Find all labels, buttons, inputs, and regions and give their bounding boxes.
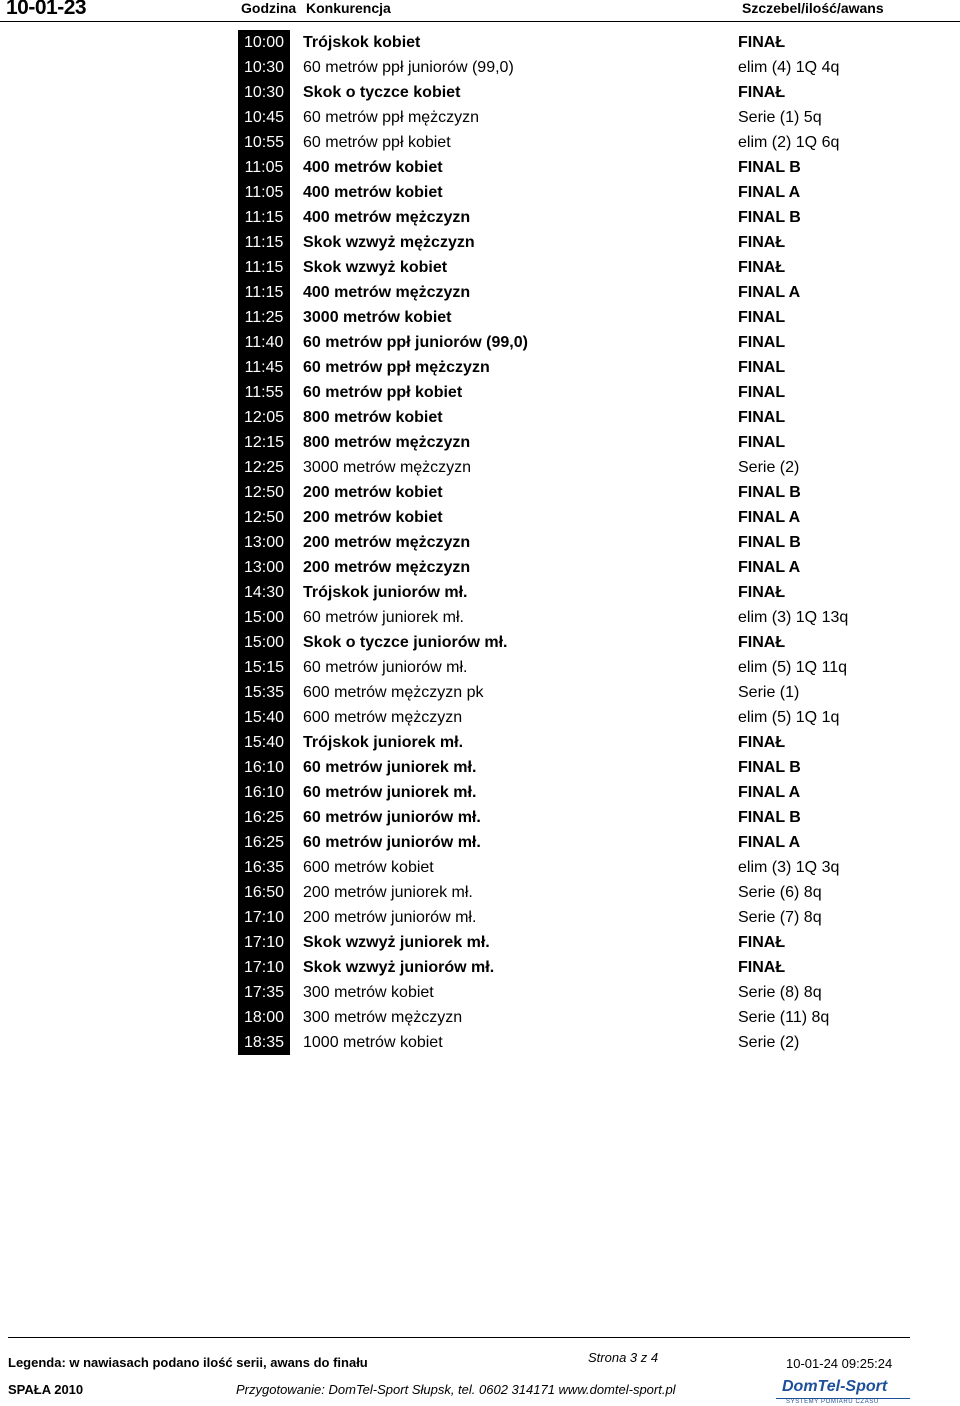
row-stage: FINAL [738,384,786,401]
row-event: 3000 metrów kobiet [303,309,452,326]
row-time: 15:15 [238,655,290,680]
domtel-sport-logo [776,1378,910,1406]
row-stage: FINAL A [738,284,801,301]
schedule-row [0,530,960,555]
row-time: 14:30 [238,580,290,605]
schedule-row [0,1030,960,1055]
row-time: 17:10 [238,930,290,955]
column-header-time: Godzina [241,0,297,16]
logo-tagline: SYSTEMY POMIARU CZASU [786,1399,879,1405]
row-event: 60 metrów ppł mężczyzn [303,109,480,126]
schedule-row [0,630,960,655]
row-event: 60 metrów juniorów mł. [303,659,468,676]
row-stage: FINAL A [738,784,801,801]
row-time: 12:25 [238,455,290,480]
row-stage: FINAL B [738,159,801,176]
row-time: 10:30 [238,80,290,105]
row-event: Trójskok juniorek mł. [303,734,464,751]
row-time: 15:40 [238,705,290,730]
schedule-row [0,55,960,80]
row-time: 10:00 [238,30,290,55]
schedule-row [0,555,960,580]
row-stage: FINAL B [738,534,801,551]
row-event: Skok wzwyż juniorów mł. [303,959,495,976]
row-event: 300 metrów mężczyzn [303,1009,463,1026]
row-time: 13:00 [238,530,290,555]
row-event: 60 metrów ppł kobiet [303,384,463,401]
column-header-stage: Szczebel/ilość/awans [742,0,884,16]
schedule-row [0,580,960,605]
row-time: 11:55 [238,380,290,405]
row-time: 11:05 [238,155,290,180]
row-stage: FINAL A [738,559,801,576]
row-stage: FINAL [738,434,786,451]
row-stage: elim (3) 1Q 3q [738,859,840,876]
schedule-row [0,355,960,380]
row-time: 11:15 [238,205,290,230]
row-time: 16:35 [238,855,290,880]
row-event: 300 metrów kobiet [303,984,434,1001]
row-stage: Serie (2) [738,1034,800,1051]
row-event: 60 metrów juniorek mł. [303,759,477,776]
row-stage: FINAL [738,409,786,426]
row-stage: FINAL [738,309,786,326]
row-stage: Serie (11) 8q [738,1009,830,1026]
row-time: 15:35 [238,680,290,705]
schedule-row [0,330,960,355]
row-stage: FINAL A [738,834,801,851]
schedule-row [0,205,960,230]
row-time: 17:10 [238,905,290,930]
schedule-row [0,605,960,630]
row-event: 400 metrów mężczyzn [303,209,471,226]
schedule-row [0,430,960,455]
row-event: 60 metrów juniorów mł. [303,809,481,826]
row-time: 13:00 [238,555,290,580]
row-time: 11:15 [238,255,290,280]
row-event: 60 metrów juniorek mł. [303,784,477,801]
row-time: 16:25 [238,805,290,830]
row-event: 600 metrów mężczyzn pk [303,684,484,701]
row-stage: FINAŁ [738,234,786,251]
row-stage: FINAL [738,359,786,376]
schedule-row [0,955,960,980]
row-time: 10:55 [238,130,290,155]
row-time: 16:50 [238,880,290,905]
schedule-row [0,105,960,130]
row-stage: FINAŁ [738,584,786,601]
header-date: 10-01-23 [6,0,87,19]
schedule-row [0,655,960,680]
row-time: 15:40 [238,730,290,755]
schedule-row [0,280,960,305]
row-time: 10:30 [238,55,290,80]
schedule-row [0,380,960,405]
header-divider [0,21,960,22]
row-stage: elim (5) 1Q 11q [738,659,848,676]
row-stage: Serie (8) 8q [738,984,822,1001]
schedule-row [0,730,960,755]
row-time: 11:25 [238,305,290,330]
column-header-event: Konkurencja [306,0,391,16]
row-event: 60 metrów ppł mężczyzn [303,359,490,376]
row-event: 200 metrów juniorów mł. [303,909,477,926]
row-event: Skok wzwyż mężczyzn [303,234,475,251]
schedule-row [0,830,960,855]
schedule-row [0,680,960,705]
schedule-row [0,305,960,330]
row-event: 200 metrów mężczyzn [303,559,471,576]
schedule-row [0,180,960,205]
row-time: 12:50 [238,505,290,530]
row-time: 12:15 [238,430,290,455]
row-time: 18:35 [238,1030,290,1055]
row-time: 17:10 [238,955,290,980]
schedule-row [0,455,960,480]
row-stage: Serie (6) 8q [738,884,822,901]
row-time: 12:05 [238,405,290,430]
row-event: 60 metrów ppł kobiet [303,134,451,151]
row-event: 200 metrów mężczyzn [303,534,471,551]
row-time: 11:15 [238,280,290,305]
row-stage: Serie (1) 5q [738,109,822,126]
row-time: 18:00 [238,1005,290,1030]
row-event: 400 metrów mężczyzn [303,284,471,301]
row-stage: FINAŁ [738,259,786,276]
row-event: Skok o tyczce juniorów mł. [303,634,508,651]
schedule-row [0,405,960,430]
row-event: Skok wzwyż kobiet [303,259,448,276]
page-header [0,0,960,20]
row-stage: elim (3) 1Q 13q [738,609,849,626]
row-event: 60 metrów ppł juniorów (99,0) [303,59,514,76]
schedule-row [0,1005,960,1030]
row-event: 600 metrów kobiet [303,859,434,876]
row-event: Trójskok juniorów mł. [303,584,468,601]
schedule-row [0,505,960,530]
row-time: 11:45 [238,355,290,380]
row-stage: FINAL A [738,184,801,201]
row-stage: FINAŁ [738,959,786,976]
row-event: 3000 metrów mężczyzn [303,459,472,476]
row-time: 15:00 [238,605,290,630]
row-event: 800 metrów mężczyzn [303,434,471,451]
row-stage: FINAL B [738,484,801,501]
schedule-row [0,30,960,55]
row-event: 200 metrów juniorek mł. [303,884,473,901]
row-event: 60 metrów ppł juniorów (99,0) [303,334,528,351]
row-event: 200 metrów kobiet [303,484,443,501]
schedule-row [0,480,960,505]
row-stage: FINAL A [738,509,801,526]
row-stage: FINAŁ [738,634,786,651]
schedule-row [0,780,960,805]
row-time: 16:25 [238,830,290,855]
schedule-row [0,880,960,905]
schedule-row [0,855,960,880]
row-stage: Serie (1) [738,684,800,701]
row-event: Skok wzwyż juniorek mł. [303,934,490,951]
schedule-row [0,230,960,255]
row-stage: elim (5) 1Q 1q [738,709,840,726]
row-time: 11:05 [238,180,290,205]
footer-divider [8,1337,910,1338]
row-time: 12:50 [238,480,290,505]
row-stage: FINAL [738,334,786,351]
row-event: 60 metrów juniorów mł. [303,834,481,851]
footer-legend: Legenda: w nawiasach podano ilość serii, awans do finału [8,1355,368,1370]
row-stage: Serie (2) [738,459,800,476]
schedule-row [0,755,960,780]
row-stage: FINAL B [738,209,801,226]
row-time: 15:00 [238,630,290,655]
row-stage: Serie (7) 8q [738,909,822,926]
schedule-row [0,805,960,830]
row-event: 200 metrów kobiet [303,509,443,526]
row-event: 600 metrów mężczyzn [303,709,463,726]
row-time: 16:10 [238,780,290,805]
footer-timestamp: 10-01-24 09:25:24 [786,1356,893,1371]
row-stage: FINAL B [738,809,801,826]
row-stage: elim (2) 1Q 6q [738,134,840,151]
row-event: 800 metrów kobiet [303,409,443,426]
row-stage: FINAŁ [738,34,786,51]
footer-venue: SPAŁA 2010 [8,1382,84,1397]
row-event: 60 metrów juniorek mł. [303,609,464,626]
row-stage: FINAŁ [738,934,786,951]
row-event: Skok o tyczce kobiet [303,84,461,101]
schedule-row [0,980,960,1005]
row-event: Trójskok kobiet [303,34,421,51]
row-event: 400 metrów kobiet [303,159,443,176]
row-event: 1000 metrów kobiet [303,1034,443,1051]
footer-page-number: Strona 3 z 4 [588,1350,659,1365]
schedule-row [0,80,960,105]
row-time: 16:10 [238,755,290,780]
row-time: 10:45 [238,105,290,130]
row-time: 17:35 [238,980,290,1005]
logo-wordmark: DomTel-Sport [782,1378,888,1395]
schedule-row [0,155,960,180]
row-stage: FINAL B [738,759,801,776]
schedule-table [0,30,960,1055]
row-time: 11:15 [238,230,290,255]
schedule-row [0,255,960,280]
row-event: 400 metrów kobiet [303,184,443,201]
footer-prepared-by: Przygotowanie: DomTel-Sport Słupsk, tel. 0602 314171 www.domtel-sport.pl [236,1382,676,1397]
schedule-row [0,905,960,930]
schedule-row [0,130,960,155]
row-stage: FINAŁ [738,734,786,751]
schedule-row [0,930,960,955]
row-stage: elim (4) 1Q 4q [738,59,840,76]
schedule-row [0,705,960,730]
row-time: 11:40 [238,330,290,355]
row-stage: FINAŁ [738,84,786,101]
